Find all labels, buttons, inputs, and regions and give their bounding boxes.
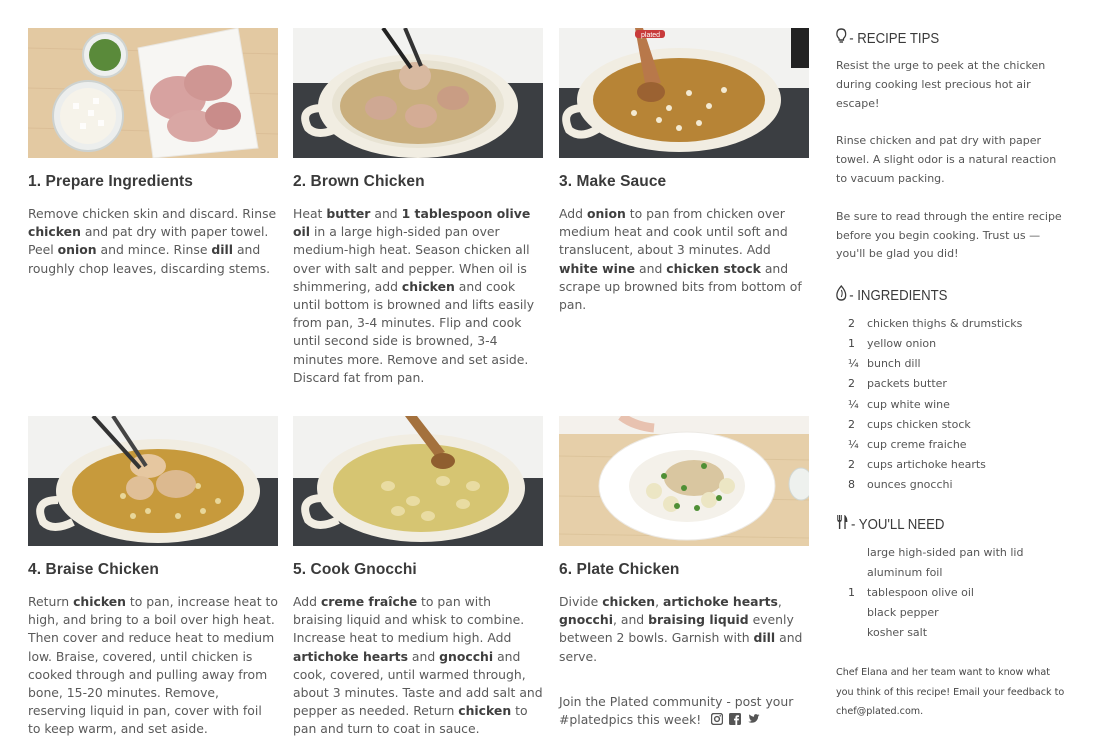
step-6 [559,416,809,666]
step-4-title: 4. Braise Chicken [28,561,159,578]
step-6-photo [559,416,809,546]
step-2 [293,28,543,387]
ingredient-item: ¼ cup creme fraiche [848,437,967,451]
step-2-body: Heat butter and 1 tablespoon olive oil in a large high-sided pan over medium-high heat. Season chicken all over with salt and pepper. When oil is shimmering, add chicken and cook until bottom is browned and lifts easily from pan, 3-4 minutes. Flip and cook until second side is browned, 3-4 minutes more. Remove and set aside. Discard fat from pan. [293,206,535,385]
equipment-item: 1 tablespoon olive oil [848,586,974,600]
ingredients-list [836,314,1066,495]
ingredient-item: ¼ bunch dill [848,357,921,371]
facebook-icon[interactable] [729,712,741,730]
equipment-item: aluminum foil [867,566,943,580]
ingredient-item: 2 packets butter [848,377,947,391]
tip-1: Resist the urge to peek at the chicken during cooking lest precious hot air escape! [836,59,1046,110]
ingredient-item: 1 yellow onion [848,337,937,351]
social-links [711,712,760,730]
equipment-item: kosher salt [867,626,928,640]
ingredients-icon [836,285,847,305]
equipment-list [836,543,1066,643]
step-1 [28,28,278,278]
tip-3: Be sure to read through the entire recipe before you begin cooking. Trust us — you'll be glad you did! [836,209,1062,261]
step-3-body: Add onion to pan from chicken over medium heat and cook until soft and translucent, about 3 minutes. Add white wine and chicken stock and scrape up browned bits from bottom of pan. [559,206,802,313]
step-1-photo [28,28,278,158]
photo-overlay-text: plated [641,32,661,39]
step-5-title: 5. Cook Gnocchi [293,561,417,578]
step-2-photo [293,28,543,158]
recipe-tips-heading [836,28,1038,48]
ingredient-item: 2 cups artichoke hearts [848,457,986,471]
step-4 [28,416,278,739]
instagram-icon[interactable] [711,712,723,730]
community-callout [559,693,819,730]
step-5-body: Add creme fraîche to pan with braising liquid and whisk to combine. Increase heat to medium high. Add artichoke hearts and gnocchi and cook, covered, until warmed through, about 3 minutes. Taste and add salt and pepper as needed. Return chicken to pan and turn to coat in sauce. [293,594,543,737]
step-5 [293,416,543,739]
youll-need-heading [836,514,1038,534]
step-3-photo [559,28,809,158]
ingredients-title: - INGREDIENTS [849,286,948,304]
equipment-item: large high-sided pan with lid [867,546,1024,560]
community-text: Join the Plated community - post your #platedpics this week! [559,694,794,728]
ingredient-item: 2 cups chicken stock [848,417,971,431]
ingredient-item: ¼ cup white wine [848,397,950,411]
utensils-icon [836,514,848,534]
step-3 [559,28,809,314]
step-1-title: 1. Prepare Ingredients [28,173,194,190]
step-4-body: Return chicken to pan, increase heat to high, and bring to a boil over high heat. Then cover and reduce heat to medium low. Braise, covered, until chicken is cooked through and pulling away from bone, 15-20 minutes. Remove, reserving liquid in pan, cover with foil to keep warm, and set aside. [28,594,278,737]
twitter-icon[interactable] [747,712,760,730]
ingredient-item: 2 chicken thighs & drumsticks [848,317,1023,331]
ingredient-item: 8 ounces gnocchi [848,477,953,491]
step-6-body: Divide chicken, artichoke hearts, gnocchi, and braising liquid evenly between 2 bowls. Garnish with dill and serve. [559,594,803,664]
step-1-body: Remove chicken skin and discard. Rinse chicken and pat dry with paper towel. Peel onion and mince. Rinse dill and roughly chop leaves, discarding stems. [28,206,277,276]
youll-need-title: - YOU'LL NEED [850,515,945,533]
step-3-title: 3. Make Sauce [559,173,667,190]
ingredients-heading [836,285,1038,305]
step-4-photo [28,416,278,546]
step-2-title: 2. Brown Chicken [293,173,425,190]
step-5-photo [293,416,543,546]
recipe-tips-title: - RECIPE TIPS [849,29,940,47]
step-6-title: 6. Plate Chicken [559,561,680,578]
feedback-note: Chef Elana and her team want to know what you think of this recipe! Email your feedback to chef@plated.com. [836,667,1065,717]
lightbulb-icon [836,28,847,48]
tip-2: Rinse chicken and pat dry with paper towel. A slight odor is a natural reaction to vacuum packing. [836,134,1057,185]
equipment-item: black pepper [867,606,939,620]
sidebar [836,28,1066,721]
